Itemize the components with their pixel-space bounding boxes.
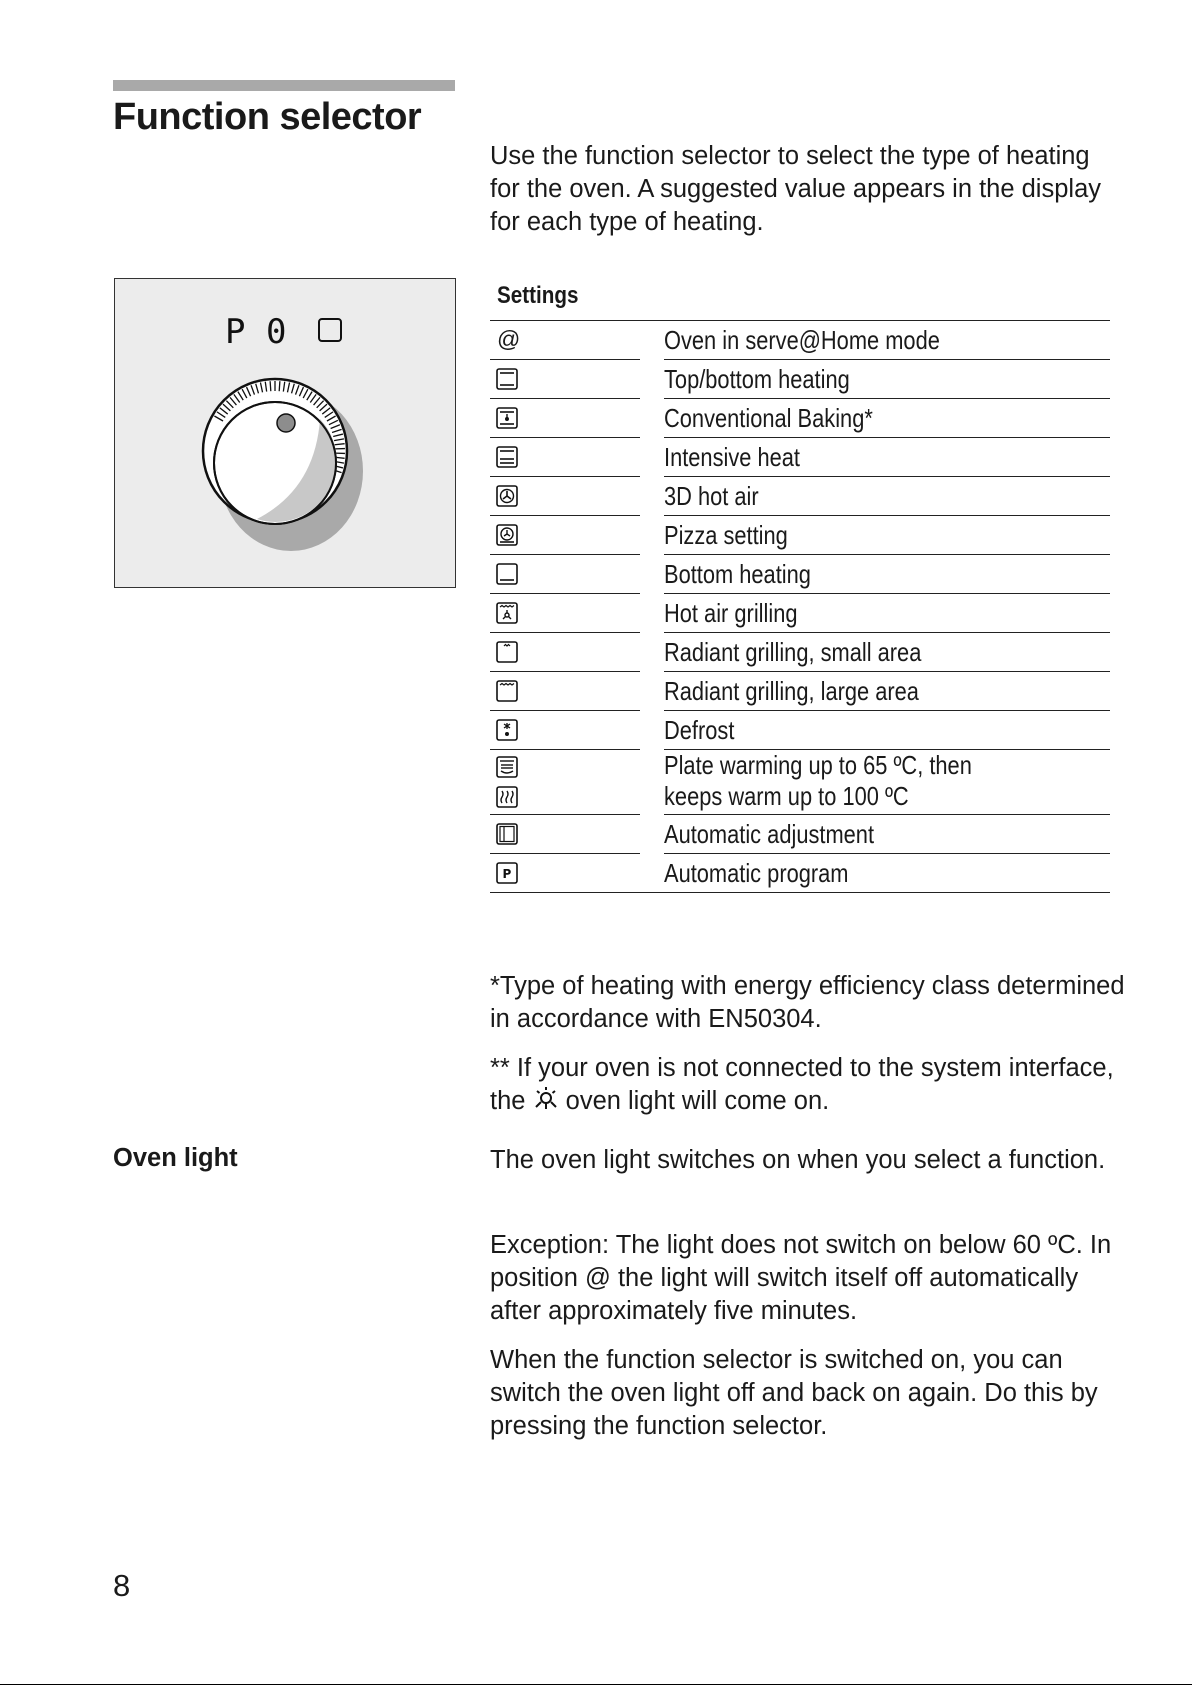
bottom-heating-icon — [496, 563, 518, 585]
settings-symbol-cell — [490, 399, 664, 437]
settings-symbol-cell — [490, 516, 664, 554]
settings-label: Oven in serve@Home mode — [664, 325, 940, 355]
settings-label: Automatic program — [664, 858, 849, 888]
energy-footnote: *Type of heating with energy efficiency class determined in accordance with EN50304. — [490, 972, 1125, 1033]
settings-label: Plate warming up to 65 ºC, then keeps warm up to 100 ºC — [664, 750, 972, 811]
settings-row — [490, 320, 1110, 359]
oven-light-paragraph-1: The oven light switches on when you select a function. — [490, 1146, 1106, 1174]
settings-symbol-cell — [490, 555, 664, 593]
settings-row — [490, 853, 1110, 893]
page-number: 8 — [113, 1568, 131, 1603]
settings-symbol-cell — [490, 711, 664, 749]
settings-symbol-cell — [490, 321, 664, 359]
top-bottom-heating-icon — [496, 368, 518, 390]
settings-symbol-cell — [490, 477, 664, 515]
page-title: Function selector — [113, 96, 422, 138]
settings-label: 3D hot air — [664, 481, 759, 511]
settings-label: Defrost — [664, 715, 735, 745]
intensive-heat-icon — [496, 446, 518, 468]
oven-light-paragraph-3: When the function selector is switched on, you can switch the oven light off and back on again. Do this by pressing the function selector. — [490, 1346, 1098, 1440]
settings-row — [490, 476, 1110, 515]
settings-label: Automatic adjustment — [664, 819, 875, 849]
settings-row — [490, 554, 1110, 593]
settings-symbol-cell — [490, 854, 664, 892]
settings-row — [490, 593, 1110, 632]
dial-indicator-dot — [277, 414, 295, 432]
light-footnote: ** If your oven is not connected to the system interface, the oven light will come on. — [490, 1054, 1114, 1115]
oven-light-icon — [533, 1086, 559, 1112]
intro-paragraph: Use the function selector to select the type of heating for the oven. A suggested value appears in the display for each type of heating. — [490, 142, 1102, 236]
settings-symbol-cell — [490, 360, 664, 398]
settings-label: Intensive heat — [664, 442, 800, 472]
at-sign-icon: @ — [497, 326, 521, 352]
dial-drawing — [115, 279, 457, 589]
oven-light-paragraph-2: Exception: The light does not switch on below 60 ºC. In position @ the light will switch itself off automatically after approximately five minutes. — [490, 1231, 1112, 1325]
settings-table — [490, 320, 1110, 893]
grill-small-icon — [496, 641, 518, 663]
pizza-setting-icon — [496, 524, 518, 546]
plate-warming-icon — [496, 756, 518, 778]
automatic-program-icon — [496, 862, 518, 884]
settings-symbol-cell — [490, 815, 664, 853]
settings-symbol-cell — [490, 438, 664, 476]
title-bar-decoration — [113, 80, 455, 91]
settings-row — [490, 749, 1110, 814]
settings-label: Bottom heating — [664, 559, 811, 589]
settings-row — [490, 632, 1110, 671]
settings-row — [490, 359, 1110, 398]
3d-hot-air-icon — [496, 485, 518, 507]
settings-row — [490, 398, 1110, 437]
settings-label: Radiant grilling, small area — [664, 637, 922, 667]
settings-row — [490, 437, 1110, 476]
conventional-baking-icon — [496, 407, 518, 429]
settings-label: Radiant grilling, large area — [664, 676, 919, 706]
settings-row — [490, 515, 1110, 554]
hot-air-grilling-icon — [496, 602, 518, 624]
settings-symbol-cell — [490, 672, 664, 710]
settings-label: Conventional Baking* — [664, 403, 873, 433]
settings-row — [490, 814, 1110, 853]
settings-symbol-cell — [490, 750, 664, 814]
settings-symbol-cell — [490, 594, 664, 632]
defrost-icon — [496, 719, 518, 741]
settings-label: Pizza setting — [664, 520, 788, 550]
settings-row — [490, 710, 1110, 749]
keep-warm-icon — [496, 786, 518, 808]
settings-symbol-cell — [490, 633, 664, 671]
grill-large-icon — [496, 680, 518, 702]
function-selector-illustration — [114, 278, 456, 588]
settings-label: Hot air grilling — [664, 598, 798, 628]
oven-light-heading: Oven light — [113, 1144, 238, 1172]
automatic-adjustment-icon — [496, 823, 518, 845]
settings-label: Top/bottom heating — [664, 364, 850, 394]
settings-heading: Settings — [497, 282, 579, 309]
settings-row — [490, 671, 1110, 710]
display-text: P 0 — [225, 312, 287, 352]
display-square-icon — [319, 319, 341, 341]
svg-text:P: P — [502, 867, 512, 881]
